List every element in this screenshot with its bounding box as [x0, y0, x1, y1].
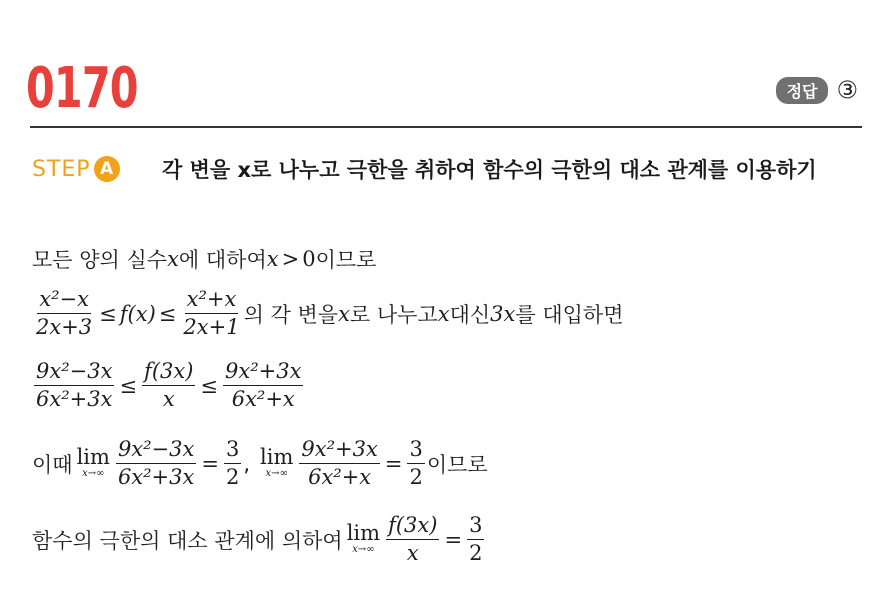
solution-line-3	[32, 360, 305, 411]
step-letter-badge: A	[94, 156, 120, 182]
math-op: =	[444, 527, 463, 552]
text: 에 대하여	[178, 248, 267, 272]
math-var: x	[437, 301, 450, 326]
limit-operator	[347, 523, 380, 556]
fraction	[223, 360, 303, 411]
math-op: ≤	[119, 373, 138, 398]
fraction-numerator: 9x²−3x	[116, 438, 196, 464]
step-title: 각 변을 x로 나누고 극한을 취하여 함수의 극한의 대소 관계를 이용하기	[162, 158, 817, 182]
step-marker	[32, 156, 120, 182]
limit-subscript: x→∞	[352, 544, 375, 556]
math-op: ≤	[99, 301, 117, 326]
text: 로 나누고	[349, 302, 438, 327]
math-expr: f(x)	[119, 301, 156, 326]
fraction	[407, 438, 424, 489]
fraction-denominator: x	[406, 541, 419, 566]
fraction	[299, 438, 379, 489]
fraction-numerator: f(3x)	[142, 360, 195, 386]
step-label: STEP	[32, 156, 91, 182]
limit-word: lim	[76, 445, 110, 470]
limit-word: lim	[346, 521, 381, 546]
fraction	[386, 514, 439, 565]
math-op: ≤	[158, 301, 177, 326]
math-op: =	[384, 451, 403, 476]
fraction-numerator: x²−x	[37, 288, 91, 314]
text: ,	[243, 451, 251, 476]
math-op: >	[281, 247, 300, 271]
fraction-denominator: x	[162, 387, 175, 412]
answer-area	[776, 76, 858, 104]
fraction	[181, 288, 241, 339]
math-num: 0	[302, 247, 316, 271]
limit-word: lim	[260, 445, 294, 470]
limit-operator	[260, 447, 293, 480]
text: 를 대입하면	[515, 302, 624, 327]
text: 이므로	[315, 248, 377, 272]
text: 이때	[32, 452, 73, 477]
answer-badge: 정답	[776, 77, 829, 104]
fraction-denominator: 2	[225, 465, 240, 490]
fraction	[34, 288, 94, 339]
text: 모든 양의 실수	[32, 248, 168, 272]
fraction-denominator: 2x+1	[183, 315, 240, 340]
fraction-numerator: 9x²−3x	[34, 360, 114, 386]
fraction	[142, 360, 195, 411]
fraction-numerator: 3	[467, 514, 484, 540]
fraction-numerator: f(3x)	[386, 514, 439, 540]
fraction-numerator: 9x²+3x	[223, 360, 303, 386]
text: 이므로	[426, 452, 488, 477]
fraction-numerator: 3	[407, 438, 424, 464]
answer-value: ③	[836, 76, 858, 104]
limit-operator	[77, 447, 110, 480]
fraction-denominator: 6x²+3x	[117, 465, 195, 490]
fraction	[34, 360, 114, 411]
math-expr: 3x	[490, 301, 516, 326]
fraction-denominator: 6x²+x	[308, 465, 372, 490]
fraction-denominator: 2x+3	[36, 315, 93, 340]
fraction	[467, 514, 484, 565]
math-var: x	[338, 301, 350, 326]
solution-line-2	[32, 288, 624, 339]
math-op: ≤	[200, 373, 219, 398]
text: 대신	[449, 302, 491, 327]
fraction-numerator: 9x²+3x	[299, 438, 379, 464]
header-divider	[30, 126, 862, 128]
math-var: x	[266, 247, 279, 271]
text: 함수의 극한의 대소 관계에 의하여	[32, 528, 343, 553]
solution-line-1	[32, 244, 376, 274]
fraction	[116, 438, 196, 489]
limit-subscript: x→∞	[82, 468, 105, 480]
fraction-denominator: 6x²+x	[231, 387, 295, 412]
fraction-denominator: 2	[409, 465, 423, 490]
fraction-denominator: 6x²+3x	[36, 387, 113, 412]
problem-number: 0170	[26, 56, 138, 121]
fraction	[224, 438, 241, 489]
solution-line-4	[32, 438, 488, 489]
fraction-numerator: 3	[224, 438, 241, 464]
math-var: x	[167, 247, 179, 271]
limit-subscript: x→∞	[265, 468, 288, 480]
text: 의 각 변을	[243, 302, 339, 327]
fraction-denominator: 2	[469, 541, 483, 566]
math-op: =	[201, 451, 219, 476]
fraction-numerator: x²+x	[185, 288, 239, 314]
solution-line-5	[32, 514, 486, 565]
